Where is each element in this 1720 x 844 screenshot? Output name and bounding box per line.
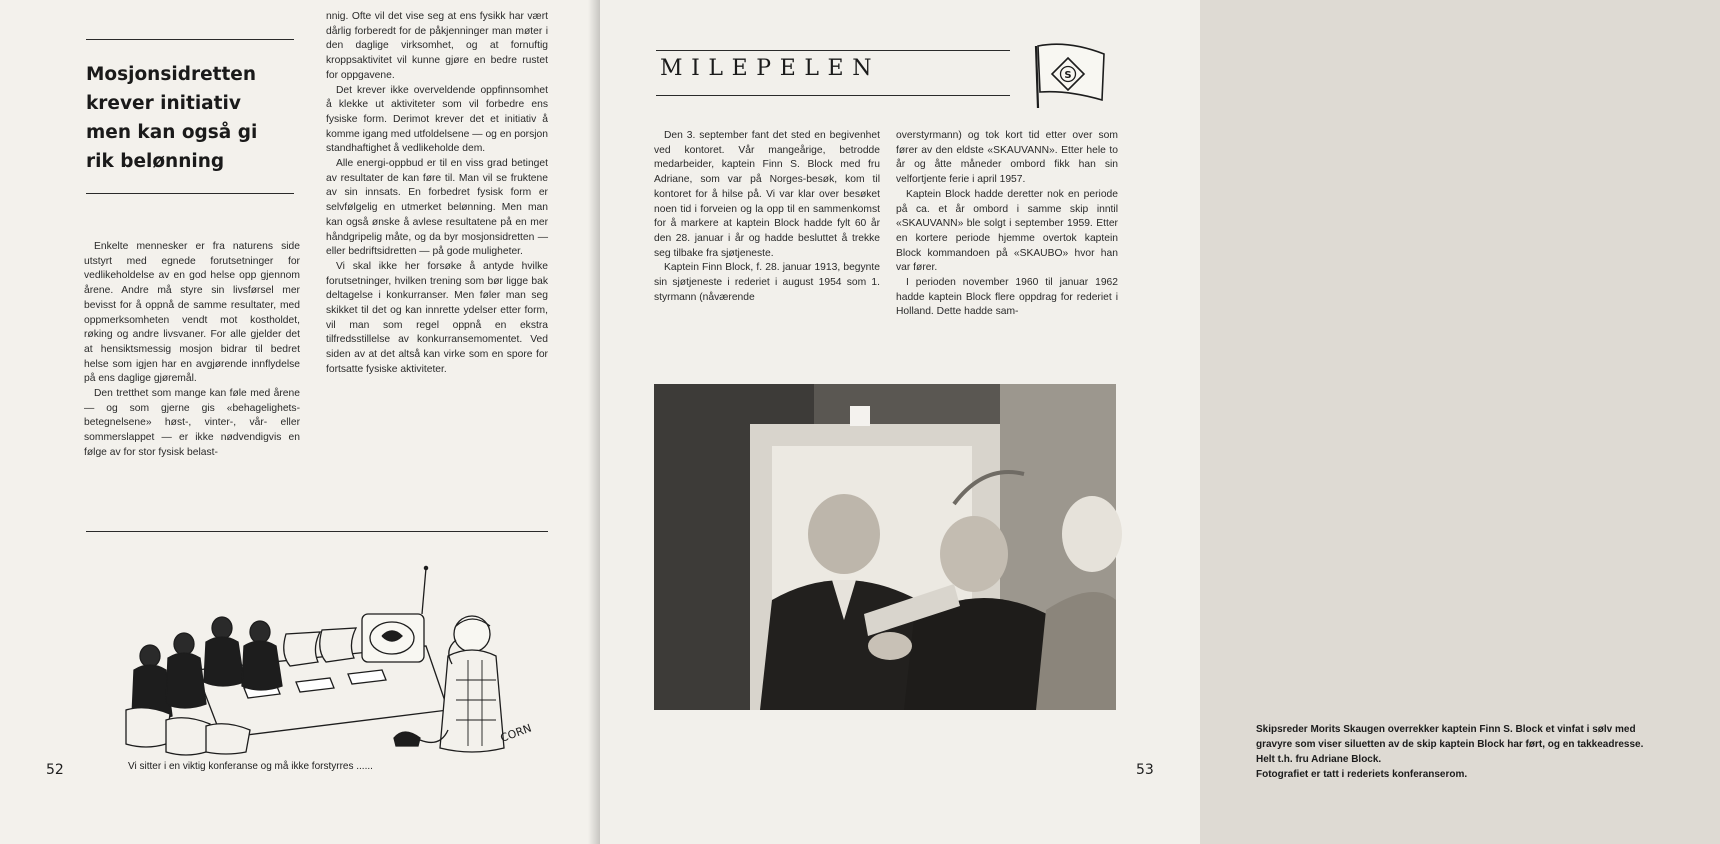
paragraph: Den 3. september fant det sted en begivenhet ved kontoret. Vår mangeårige, betrodde medarbeider, kaptein Finn S. Block med fru Adriane, som var på Norges-besøk, kom til kontoret for å hilse på. Vi var klar over besøket noen tid i forveien og la opp til en sammenkomst for å markere at kaptein Block hadde fylt 60 år den 28. januar i år og hadde besluttet å trekke seg tilbake fra sjøtjeneste.: [654, 130, 880, 259]
headline-line: Mosjonsidretten: [86, 64, 257, 85]
paragraph: overstyrmann) og tok kort tid etter over som fører av den eldste «SKAUVANN». Etter hele to år og åtte måneder ombord fikk han sin velfortjente ferie i april 1957.: [896, 130, 1118, 186]
article-column-2: [326, 10, 548, 378]
left-page: [0, 0, 600, 844]
milepelen-column-1: [654, 129, 880, 305]
conference-cartoon: [126, 560, 556, 756]
cartoon-signature: CORN: [498, 721, 534, 745]
paragraph: Kaptein Block hadde deretter nok en periode på ca. et år ombord i samme skip inntil «SKAUVANN» ble solgt i september 1959. Etter en kortere periode hjemme overtok kaptein Block kommandoen på «SKAUBO» hvor han var fører.: [896, 188, 1118, 274]
company-flag-icon: [1028, 38, 1110, 110]
paragraph: Det krever ikke overveldende oppfinnsomhet å klekke ut aktiviteter som vil forbedre ens fysiske form. Derimot krever det et initiativ å komme igang med utfoldelsene — og en porsjon standhaftighet å vedlikeholde dem.: [326, 84, 548, 155]
headline-line: krever initiativ: [86, 93, 241, 114]
headline-top-rule: [86, 39, 294, 40]
paragraph: Enkelte mennesker er fra naturens side utstyrt med egnede forutsetninger for vedlikeholdelse av en god helse opp gjennom årene. Andre må styre sin livsførsel mer bevisst for å oppnå de samme resultater, med oppmerksomheten vendt mot kostholdet, røking og andre livsvaner. For alle gjelder det at hensiktsmessig mosjon bidrar til bedret helse som igjen har en avgjørende innflydelse på ens daglige gjøremål.: [84, 241, 300, 385]
article-headline: [86, 60, 286, 176]
ceremony-photo-illustration: [654, 384, 1116, 710]
paragraph: Kaptein Finn Block, f. 28. januar 1913, begynte sin sjøtjeneste i rederiet i august 1954 som 1. styrmann (nåværende: [654, 262, 880, 303]
ceremony-photo: [654, 384, 1116, 710]
right-page: [600, 0, 1644, 844]
headline-line: rik belønning: [86, 151, 225, 172]
title-bottom-rule: [656, 95, 1010, 96]
paragraph: I perioden november 1960 til januar 1962 hadde kaptein Block flere oppdrag for rederiet i Holland. Dette hadde sam-: [896, 277, 1118, 318]
paragraph: Alle energi-oppbud er til en viss grad betinget av resultater de kan føre til. Man vil se fruktene av sin innsats. En forbedret fysisk form er selvfølgelig en utmerket belønning. Men man kan også ønske å avlese resultatene på en mer håndgripelig måte, og da byr mosjonsidretten — eller bedriftsidretten — på gode muligheter.: [326, 158, 548, 258]
paragraph: nnig. Ofte vil det vise seg at ens fysikk har vært dårlig forberedt for de påkjenninger man møter i den daglige virksomhet, og at fornuftig kroppsaktivitet vil kunne gjøre en bedre rustet for oppgavene.: [326, 11, 548, 81]
photo-caption: [1256, 722, 1720, 782]
paragraph: Vi skal ikke her forsøke å antyde hvilke forutsetninger, hvilken trening som bør ligge bak deltagelse i konkurranser. Men føler man seg skikket til det og kan innrette ydelser etter form, vil man som regel oppnå en ekstra tilfredsstillelse av konkurransemomentet. Ved siden av at det altså kan virke som en spore for fortsatte fysiske aktiviteter.: [326, 260, 548, 375]
article-column-1: [84, 240, 300, 461]
headline-line: men kan også gi: [86, 122, 258, 143]
caption-line: Fotografiet er tatt i rederiets konferanserom.: [1256, 769, 1468, 780]
headline-bottom-rule: [86, 193, 294, 194]
cartoon-top-rule: [86, 531, 548, 532]
cartoon-caption: Vi sitter i en viktig konferanse og må ikke forstyrres ......: [128, 761, 373, 772]
flag-letter: S: [1064, 70, 1072, 81]
caption-line: Helt t.h. fru Adriane Block.: [1256, 754, 1382, 765]
milepelen-column-2: [896, 129, 1118, 320]
caption-line: gravyre som viser siluetten av de skip kaptein Block har ført, og en takkeadresse.: [1256, 739, 1644, 750]
page-number: 53: [1136, 762, 1154, 778]
title-top-rule: [656, 50, 1010, 51]
caption-line: Skipsreder Morits Skaugen overrekker kaptein Finn S. Block et vinfat i sølv med: [1256, 724, 1636, 735]
section-title: MILEPELEN: [660, 56, 881, 81]
page-number: 52: [46, 762, 64, 778]
paragraph: Den tretthet som mange kan føle med årene — og som gjerne gis «behagelighets-betegnelsene» høst-, vinter-, vår- eller sommerslappet — er ikke nødvendigvis en følge av for stor fysisk belast-: [84, 388, 300, 458]
